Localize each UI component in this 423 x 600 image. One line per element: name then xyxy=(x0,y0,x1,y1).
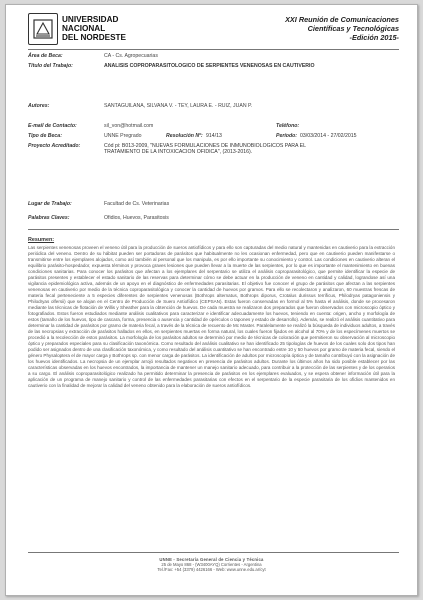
conference-line-3: -Edición 2015- xyxy=(349,33,399,42)
authors-label: Autores: xyxy=(28,103,50,109)
resumen-text: Las serpientes venenosas proveen el veneno útil para la producción de sueros antiofídicos y para ello son capturadas del medio natural y mantenidas en cautiverio para la extracción periódica del veneno. Dentro de su hábitat pueden ser portadoras de parásitos que habitualmente no les ocasionan enfermedad, pero que en cautiverio pueden manifestarse o transmitirse entre los ejemplares alojados, como así también al personal que los manipula, es por ello importante su conocimiento y control. Las condiciones en cautiverio alteran el equilibrio parásito-hospedador, expuesta términos y provoca graves lesiones que pueden llevar a la muerte de las serpientes, por lo que es importante el mantenimiento en buenas condiciones sanitarias. Para conocer los parásitos que afectan a los ejemplares del serpentario se utiliza el análisis coproparasitológico, que permite identificar la especie de parásitos presentes y establecer el estado sanitario de las reservas para determinar cómo se debe actuar en la producción de veneno en cantidad y calidad, lograndose así una vigilancia epidemiológica activa, además de un apoyo en el diagnóstico de enfermedades parasitarias. El objetivo fue conocer el grupo de parásitos que afectan a las serpientes venenosas en cautiverio por medio de la técnica coproparasitológica y conocer la cantidad de huevos por gramos. Para ello se recolectaron y analizaron, 60 muestras frescas de materia fecal perteneciente a 5 especies diferentes de serpientes venenosas (Bothrops alternatus, Bothrops diporus, Crotalus durissus terrificus, Philodryas patagoniensis y Philodryas olfersii) que se alojan en el Centro de Producción de Suero Antiofídico (CEPSAN). Estas fueron conservadas en formol al 5% hasta el análisis, donde se procesaron mediante las técnicas de flotación de Willis y Sheather para la obtención de huevos. De cada muestra se realizaron dos preparados que fueron observados con microscopio óptico y fotografiados. Estos fueron estudiados mediante análisis cualitativos para caracterizar e identificar adecuadamente los huevos, teniendo en cuenta: origen, ancho y morfología de estos (tamaño de los huevos, tipo de cascara, forma, presencia o ausencia y cantidad de opérculos o tapones y estado de desarrollo). Además, se realizó el análisis cuantitativo para determinar la cantidad de parásitos por gramo de materia fecal, a través de la técnica de recuento de Mc Master. Paralelamente se realizó la búsqueda de individuos adultos, a través de las necropsias y extracción de parásitos hallados en ellos, en serpientes muertas en forma natural, los cuales fueron fijados en alcohol al 70% y de los especímenes muertos se procedió a la recolección de estos parásitos. La morfología de los parásitos adultos se determinó por medio de técnicas de coloración que permitieron su observación al microscopio óptico y preparados especiales para su clasificación taxonómica. Como resultado del análisis cualitativo se han identificado 25 tipologías de huevos de los cuales solo dos tipos han podido ser asignados dentro de una clasificación taxonómica, y como resultado del análisis cuantitativo se han encontrado entre 10 y 50 huevos por gramo de materia fecal, siendo el género Physaloptera el de mayor carga y Bothrops sp. con menor carga de parásitos. La identificación de adultos por microscopía óptica y de tamaño contribuyó con la asignación de los huevos identificados. La necropsia de un ejemplar arrojó resultados negativos en presencia de parásitos adultos. Durante los últimos años ha sido posible establecer por las características observadas en los huevos encontrados, la importancia de mantener un manejo sanitario adecuado, para contribuir a la protección de las serpientes y de los operarios a su cargo. El análisis coproparasitológico realizado ha permitido determinar la presencia de parásitos en los ejemplares evaluados, y se espera obtener información útil para la aplicación de un programa de manejo sanitario y control de las enfermedades parasitarias con efectos en el serpentario de la especie parasitaria de los ofidios mantenidos en cautiverio con la finalidad de mejorar la calidad del veneno obtenido para la elaboración de sueros antiofídicos. xyxy=(28,245,396,389)
resumen-divider xyxy=(28,229,399,230)
phone-label: Teléfono: xyxy=(276,123,300,129)
university-name xyxy=(62,15,126,42)
email-value: sil_von@hotmail.com xyxy=(104,123,154,129)
authors-value: SANTAGUILANA, SILVANA V. - TEY, LAURA E. - RUIZ, JUAN P. xyxy=(104,103,253,109)
university-line-1: UNIVERSIDAD xyxy=(62,15,119,24)
conference-line-2: Científicas y Tecnológicas xyxy=(307,24,399,33)
keywords-value: Ofidios, Huevos, Parasitosis xyxy=(104,215,169,221)
header-divider xyxy=(28,49,399,50)
conference-title xyxy=(285,15,399,42)
resolution-label: Resolución Nº: xyxy=(166,133,203,139)
conference-line-1: XXI Reunión de Comunicaciones xyxy=(285,15,399,24)
document-page xyxy=(5,4,418,596)
title-label: Título del Trabajo: xyxy=(28,63,73,69)
period-label: Período: xyxy=(276,133,298,139)
footer-line-3: Tel./Fax: +54 (3379) 4426166 - Web: www.unne.edu.ar/cyt xyxy=(157,567,266,573)
document-header xyxy=(28,13,399,47)
type-label: Tipo de Beca: xyxy=(28,133,62,139)
resolution-value: 914/13 xyxy=(206,133,222,139)
email-label: E-mail de Contacto: xyxy=(28,123,77,129)
area-value: CA - Cs. Agropecuarias xyxy=(104,53,158,59)
project-value-1: Cód pi: B013-2009, "NUEVAS FORMULACIONES DE INMUNOBIOLOGICOS PARA EL xyxy=(104,143,307,149)
footer-line-1: UNNE - Secretaría General de Ciencia y Técnica xyxy=(159,557,264,562)
university-logo xyxy=(28,13,58,45)
resumen-heading: Resumen: xyxy=(28,237,55,243)
university-line-2: NACIONAL xyxy=(62,24,106,33)
project-value-2: TRATAMIENTO DE LA INTOXICACION OFIDICA", (2013-2016). xyxy=(104,149,253,155)
area-label: Área de Beca: xyxy=(28,53,63,59)
footer-line-2: 25 de Mayo 868 - (W3400AYQ) Corrientes - Argentina xyxy=(161,562,262,568)
university-seal-icon xyxy=(32,18,54,40)
university-line-3: DEL NORDESTE xyxy=(62,33,126,42)
keywords-label: Palabras Claves: xyxy=(28,215,70,221)
footer-divider xyxy=(28,552,399,553)
type-value: UNNE Pregrado xyxy=(104,133,142,139)
period-value: 03/03/2014 - 27/02/2015 xyxy=(300,133,357,139)
project-label: Proyecto Acreditado: xyxy=(28,143,81,149)
title-value: ANALISIS COPROPARASITOLOGICO DE SERPIENTES VENENOSAS EN CAUTIVERIO xyxy=(104,63,315,69)
place-value: Facultad de Cs. Veterinarias xyxy=(104,201,170,207)
place-label: Lugar de Trabajo: xyxy=(28,201,72,207)
footer xyxy=(6,557,417,573)
